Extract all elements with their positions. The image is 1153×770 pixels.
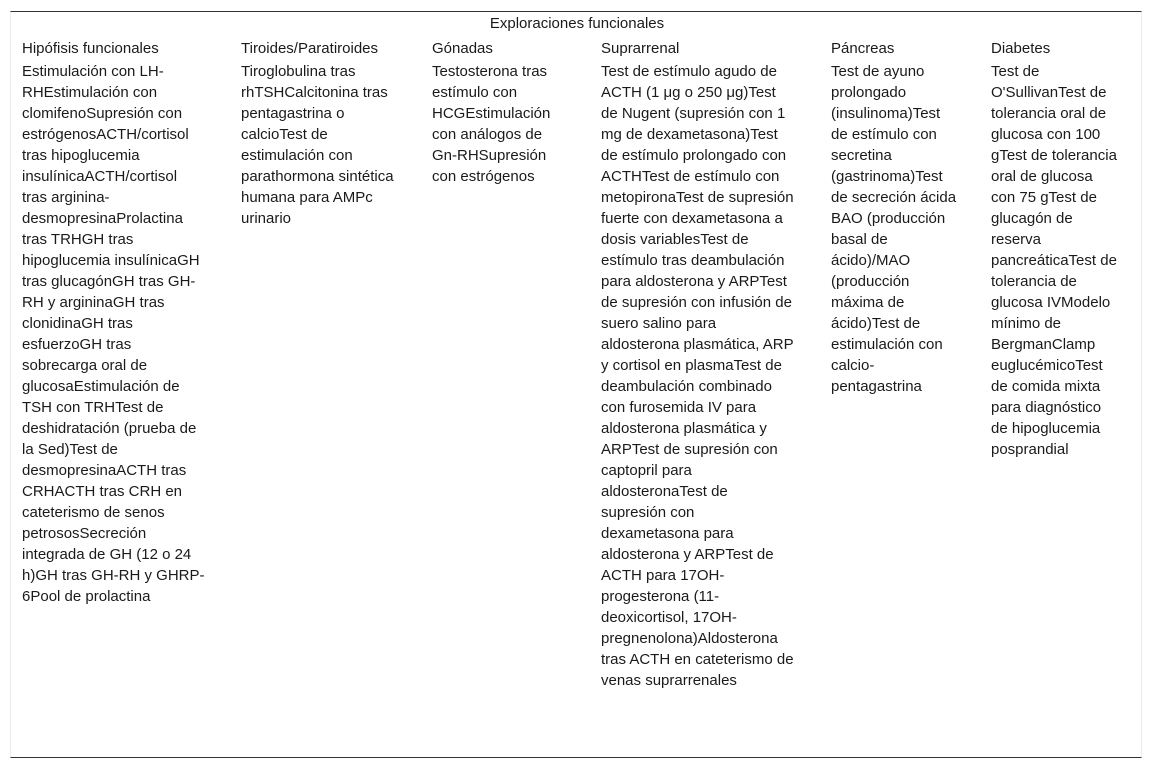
column-pancreas	[831, 38, 959, 397]
column-header-hipofisis: Hipófisis funcionales	[22, 40, 159, 57]
column-body-pancreas: Test de ayuno prolongado (insulinoma)Test de estímulo con secretina (gastrinoma)Test de secreción ácida BAO (producción basal de ácido)/MAO (producción máxima de ácido)Test de estimulación con calcio-pentagastrina	[831, 63, 957, 395]
column-header-pancreas: Páncreas	[831, 40, 895, 57]
column-tiroides	[241, 38, 397, 229]
column-hipofisis	[22, 38, 206, 607]
column-body-tiroides: Tiroglobulina tras rhTSHCalcitonina tras pentagastrina o calcioTest de estimulación con parathormona sintética humana para AMPc urinario	[241, 63, 394, 227]
column-diabetes	[991, 38, 1117, 460]
column-body-hipofisis: Estimulación con LH-RHEstimulación con clomifenoSupresión con estrógenosACTH/cortisol tras hipoglucemia insulínicaACTH/cortisol tras arginina-desmopresinaProlactina tras TRHGH tras hipoglucemia insulínicaGH tras glucagónGH tras GH-RH y argininaGH tras clonidinaGH tras esfuerzoGH tras sobrecarga oral de glucosaEstimulación de TSH con TRHTest de deshidratación (prueba de la Sed)Test de desmopresinaACTH tras CRHACTH tras CRH en cateterismo de senos petrososSecreción integrada de GH (12 o 24 h)GH tras GH-RH y GHRP-6Pool de prolactina	[22, 63, 205, 605]
column-header-gonadas: Gónadas	[432, 40, 493, 57]
table-caption: Exploraciones funcionales	[489, 15, 665, 32]
column-gonadas	[432, 38, 566, 187]
column-header-tiroides: Tiroides/Paratiroides	[241, 40, 378, 57]
functional-tests-table	[10, 11, 1142, 758]
column-body-suprarrenal: Test de estímulo agudo de ACTH (1 μg o 250 μg)Test de Nugent (supresión con 1 mg de dexametasona)Test de estímulo prolongado con ACTHTest de estímulo con metopironaTest de supresión fuerte con dexametasona a dosis variablesTest de estímulo tras deambulación para aldosterona y ARPTest de supresión con infusión de suero salino para aldosterona plasmática, ARP y cortisol en plasmaTest de deambulación combinado con furosemida IV para aldosterona plasmática y ARPTest de supresión con captopril para aldosteronaTest de supresión con dexametasona para aldosterona y ARPTest de ACTH para 17OH-progesterona (11-deoxicortisol, 17OH-pregnenolona)Aldosterona tras ACTH en cateterismo de venas suprarrenales	[601, 63, 794, 689]
column-header-suprarrenal: Suprarrenal	[601, 40, 680, 57]
column-body-gonadas: Testosterona tras estímulo con HCGEstimulación con análogos de Gn-RHSupresión con estrógenos	[432, 63, 551, 185]
column-header-diabetes: Diabetes	[991, 40, 1051, 57]
column-body-diabetes: Test de O'SullivanTest de tolerancia oral de glucosa con 100 gTest de tolerancia oral de glucosa con 75 gTest de glucagón de reserva pancreáticaTest de tolerancia de glucosa IVModelo mínimo de BergmanClamp euglucémicoTest de comida mixta para diagnóstico de hipoglucemia posprandial	[991, 63, 1117, 458]
column-suprarrenal	[601, 38, 796, 691]
